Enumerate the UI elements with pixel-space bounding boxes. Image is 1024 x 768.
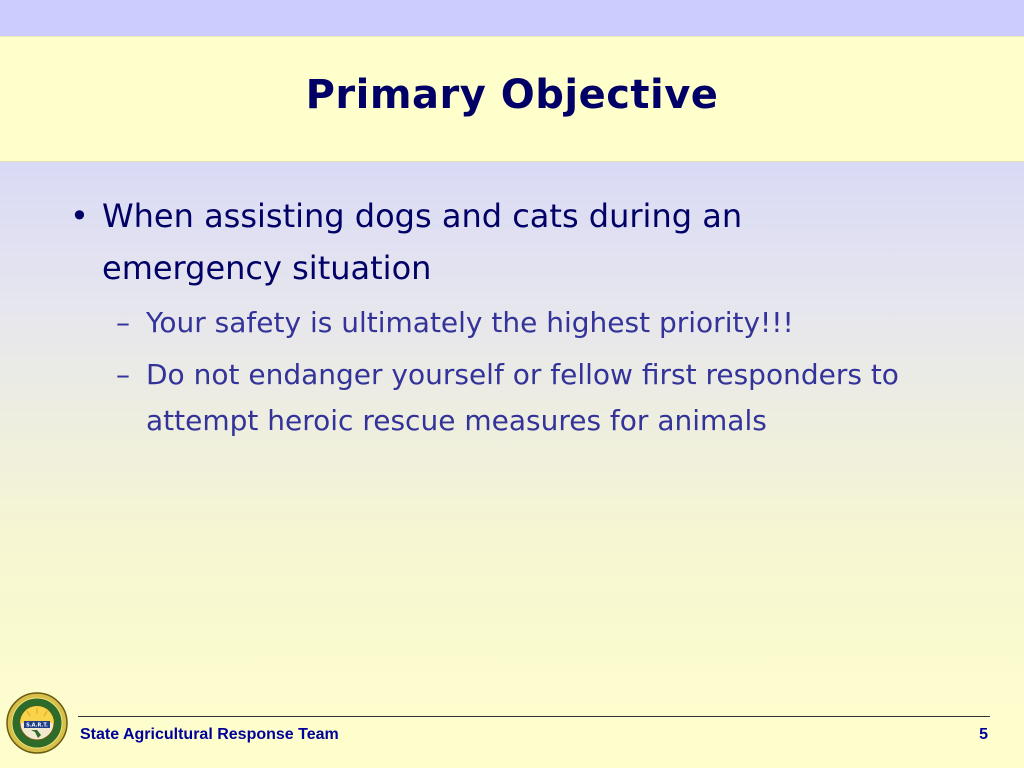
bullet-mark: • [70,197,89,235]
sub-bullet-item [70,352,966,444]
bullet-item [70,190,902,294]
sub-bullet-mark: – [116,358,130,391]
top-band [0,0,1024,36]
bullet-text: When assisting dogs and cats during an emergency situation [102,197,743,287]
sub-bullet-text: Do not endanger yourself or fellow first responders to attempt heroic rescue measures for animals [146,358,899,437]
sub-bullet-item [70,300,966,346]
sub-bullet-text: Your safety is ultimately the highest priority!!! [146,306,794,339]
sub-bullet-mark: – [116,306,130,339]
footer-divider [78,716,990,717]
slide-title: Primary Objective [305,72,719,118]
footer-title: State Agricultural Response Team [80,726,339,743]
page-number: 5 [979,726,988,743]
svg-text:S.A.R.T.: S.A.R.T. [26,722,48,729]
title-box [0,36,1024,162]
slide-content [70,190,970,444]
sart-seal-logo-icon [6,692,68,754]
